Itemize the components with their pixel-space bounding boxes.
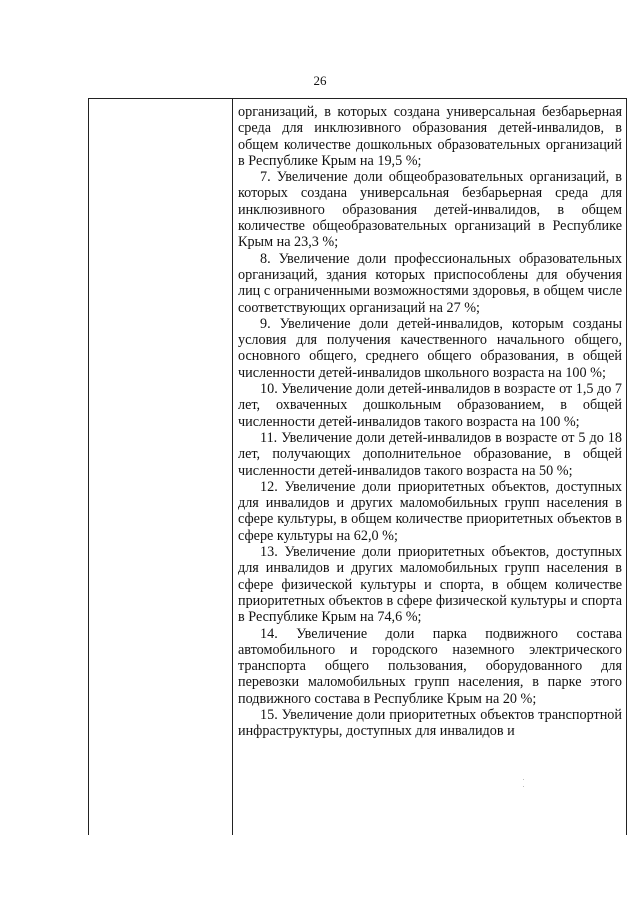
paragraph-6-continuation: организаций, в которых создана универсальная безбарьерная среда для инклюзивного образования детей-инвалидов, в общем количестве дошкольных образовательных организаций в Республике Крым на 19,5 %; — [238, 104, 622, 169]
paragraph-12: 12. Увеличение доли приоритетных объектов, доступных для инвалидов и других маломобильных групп населения в сфере культуры, в общем количестве приоритетных объектов в сфере культуры на 62,0 %; — [238, 478, 622, 544]
paragraph-15: 15. Увеличение доли приоритетных объектов транспортной инфраструктуры, доступных для инвалидов и — [238, 706, 622, 740]
scan-speck — [523, 779, 524, 780]
paragraph-14: 14. Увеличение доли парка подвижного состава автомобильного и городского наземного электрического транспорта общего пользования, оборудованного для перевозки маломобильных групп населения, в парке этого подвижного состава в Республике Крым на 20 %; — [238, 625, 622, 707]
page-number: 26 — [313, 73, 327, 88]
table-left-cell — [89, 99, 232, 835]
paragraph-7: 7. Увеличение доли общеобразовательных организаций, в которых создана универсальная безбарьерная среда для инклюзивного образования детей-инвалидов, в общем количестве общеобразовательных организаций в Республике Крым на 23,3 %; — [238, 169, 622, 251]
document-table — [88, 98, 627, 835]
paragraph-11: 11. Увеличение доли детей-инвалидов в возрасте от 5 до 18 лет, получающих дополнительное образование, в общей численности детей-инвалидов такого возраста на 50 %; — [238, 429, 622, 479]
paragraph-10: 10. Увеличение доли детей-инвалидов в возрасте от 1,5 до 7 лет, охваченных дошкольным образованием, в общей численности детей-инвалидов такого возраста на 100 %; — [238, 381, 622, 430]
paragraph-9: 9. Увеличение доли детей-инвалидов, которым созданы условия для получения качественного начального общего, основного общего, среднего общего образования, в общей численности детей-инвалидов школьного возраста на 100 %; — [238, 315, 622, 381]
table-right-cell — [233, 99, 626, 835]
scan-speck — [523, 786, 524, 787]
paragraph-13: 13. Увеличение доли приоритетных объектов, доступных для инвалидов и других маломобильных групп населения в сфере физической культуры и спорта, в общем количестве приоритетных объектов в сфере физической культуры и спорта в Республике Крым на 74,6 %; — [238, 544, 622, 626]
paragraph-8: 8. Увеличение доли профессиональных образовательных организаций, здания которых приспособлены для обучения лиц с ограниченными возможностями здоровья, в общем числе соответствующих организаций на 27 %; — [238, 250, 622, 316]
